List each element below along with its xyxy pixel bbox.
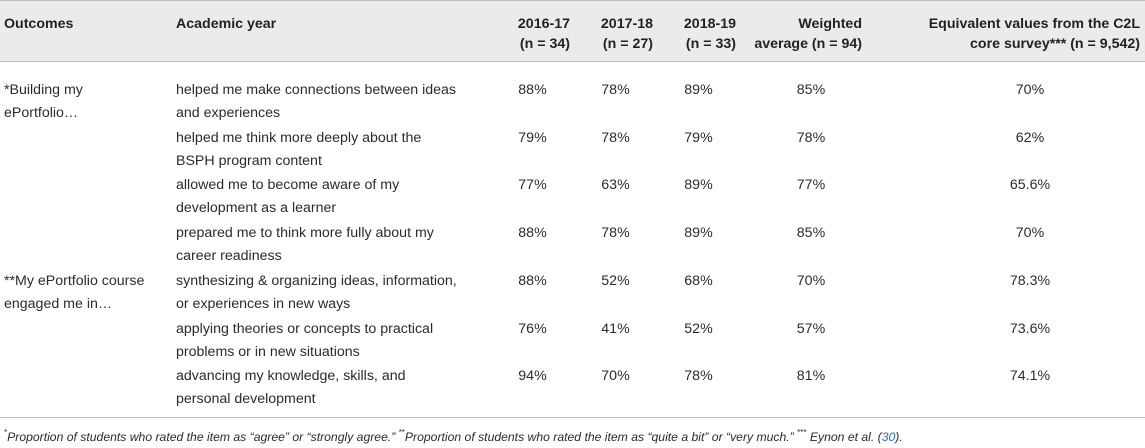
header-2017-18 xyxy=(578,14,653,54)
row-value-w: 85% xyxy=(796,225,826,242)
row-item-line-2: problems or in new situations xyxy=(176,343,360,360)
header-2018-19-label: 2018-19 xyxy=(683,16,736,32)
row-value-e: 70% xyxy=(1015,225,1045,242)
row-value-e: 73.6% xyxy=(1009,320,1051,337)
row-item-line-2: development as a learner xyxy=(176,200,337,217)
row-value-w: 57% xyxy=(796,320,826,337)
row-item-text xyxy=(176,270,457,316)
row-item-line-2: or experiences in new ways xyxy=(176,295,351,312)
header-outcomes: Outcomes xyxy=(4,16,74,32)
footnote-marker-2: ** xyxy=(398,428,405,437)
group-engaged-l1: **My ePortfolio course xyxy=(4,273,145,289)
row-value-v2: 41% xyxy=(601,320,630,337)
footnote-marker-3: *** xyxy=(797,428,807,437)
header-weighted-l1: Weighted xyxy=(798,16,862,32)
row-value-e: 74.1% xyxy=(1009,368,1051,385)
header-weighted-l2: average (n = 94) xyxy=(754,36,862,52)
row-item-text xyxy=(176,222,434,268)
table-row xyxy=(0,222,1145,270)
row-value-e: 65.6% xyxy=(1009,177,1051,194)
row-item-text xyxy=(176,365,406,411)
row-item-text xyxy=(176,318,433,364)
row-value-v3: 89% xyxy=(684,225,713,242)
row-value-v1: 88% xyxy=(518,82,547,98)
table-row xyxy=(0,365,1145,413)
row-value-v2: 78% xyxy=(601,82,630,98)
row-value-v3: 89% xyxy=(684,177,713,194)
row-value-v2: 63% xyxy=(601,177,630,194)
header-equivalent-values xyxy=(880,14,1140,54)
row-value-v3: 52% xyxy=(684,320,713,337)
row-item-line-1: helped me make connections between ideas xyxy=(176,82,456,98)
row-value-v1: 76% xyxy=(518,320,547,337)
row-item-text xyxy=(176,127,421,173)
row-value-w: 78% xyxy=(796,129,826,146)
header-academic-year: Academic year xyxy=(176,16,277,32)
row-item-line-1: allowed me to become aware of my xyxy=(176,177,400,194)
table-row xyxy=(0,127,1145,175)
header-2016-17-n: (n = 34) xyxy=(519,36,570,52)
row-value-w: 81% xyxy=(796,368,826,385)
footnote-text-4: ). xyxy=(895,430,903,444)
table-row xyxy=(0,79,1145,127)
table-footnote xyxy=(4,428,1144,444)
table-header xyxy=(0,0,1145,62)
row-value-v1: 94% xyxy=(518,368,547,385)
row-value-v2: 52% xyxy=(601,272,630,289)
row-value-v1: 79% xyxy=(518,129,547,146)
citation-link[interactable]: 30 xyxy=(881,430,896,444)
row-item-line-2: personal development xyxy=(176,391,316,408)
row-value-v3: 89% xyxy=(684,82,713,98)
row-item-line-1: synthesizing & organizing ideas, information, xyxy=(176,272,457,289)
row-value-v2: 78% xyxy=(601,129,630,146)
row-item-line-1: applying theories or concepts to practical xyxy=(176,320,434,337)
header-2017-18-n: (n = 27) xyxy=(602,36,653,52)
footnote-marker-1: * xyxy=(4,428,8,437)
group-engaged-l2: engaged me in… xyxy=(4,296,113,312)
row-value-v2: 78% xyxy=(601,225,630,242)
row-value-e: 62% xyxy=(1015,129,1045,146)
row-value-v2: 70% xyxy=(601,368,630,385)
row-value-e: 78.3% xyxy=(1009,272,1051,289)
group-building-l2: ePortfolio… xyxy=(4,105,79,121)
row-value-v1: 88% xyxy=(518,225,547,242)
header-equiv-l1: Equivalent values from the C2L xyxy=(928,16,1140,32)
header-2018-19-n: (n = 33) xyxy=(685,36,736,52)
header-2016-17 xyxy=(495,14,570,54)
row-item-line-1: helped me think more deeply about the xyxy=(176,129,422,146)
row-value-v1: 88% xyxy=(518,272,547,289)
header-2018-19 xyxy=(661,14,736,54)
row-item-line-1: prepared me to think more fully about my xyxy=(176,225,434,242)
header-weighted-average xyxy=(742,14,862,54)
header-2016-17-label: 2016-17 xyxy=(517,16,570,32)
header-equiv-l2: core survey*** (n = 9,542) xyxy=(970,36,1140,52)
row-value-w: 85% xyxy=(796,82,826,98)
row-item-line-1: advancing my knowledge, skills, and xyxy=(176,368,406,385)
header-2017-18-label: 2017-18 xyxy=(600,16,653,32)
footnote-text-2: Proportion of students who rated the item as “quite a bit” or “very much.” xyxy=(404,430,798,444)
footnote-text-3: Eynon et al. ( xyxy=(806,430,882,444)
table-row xyxy=(0,174,1145,222)
group-building-l1: *Building my xyxy=(4,82,83,98)
row-item-text xyxy=(176,79,456,125)
table-bottom-rule xyxy=(0,417,1145,418)
row-value-w: 77% xyxy=(796,177,826,194)
row-value-v3: 78% xyxy=(684,368,713,385)
row-item-line-2: BSPH program content xyxy=(176,152,322,169)
row-value-e: 70% xyxy=(1015,82,1045,98)
table-row xyxy=(0,318,1145,366)
row-item-line-2: career readiness xyxy=(176,248,282,265)
footnote-text-1: Proportion of students who rated the item as “agree” or “strongly agree.” xyxy=(7,430,399,444)
row-value-v3: 79% xyxy=(684,129,713,146)
table-row xyxy=(0,270,1145,318)
row-value-w: 70% xyxy=(796,272,826,289)
row-item-line-2: and experiences xyxy=(176,105,281,121)
row-item-text xyxy=(176,174,399,220)
row-value-v3: 68% xyxy=(684,272,713,289)
row-value-v1: 77% xyxy=(518,177,547,194)
